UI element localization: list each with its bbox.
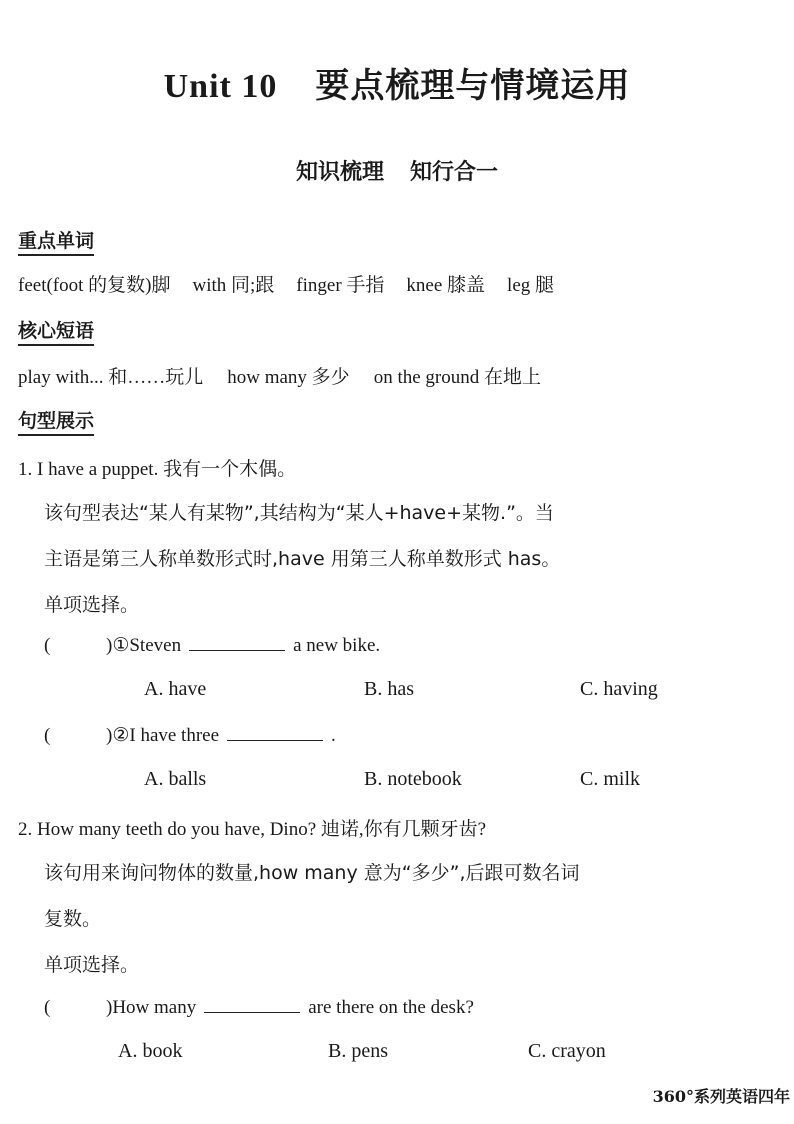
vocab-item: leg 腿 <box>507 275 555 296</box>
s2-task: 单项选择。 <box>44 954 140 976</box>
vocab-heading: 重点单词 <box>18 226 94 256</box>
subtitle <box>0 155 794 186</box>
subtitle-left: 知识梳理 <box>295 160 384 185</box>
answer-paren[interactable]: ( <box>44 725 51 746</box>
s2-explanation-1: 该句用来询问物体的数量,how many 意为“多少”,后跟可数名词 <box>44 862 580 884</box>
page-title <box>0 58 794 107</box>
s1-explanation-2: 主语是第三人称单数形式时,have 用第三人称单数形式 has。 <box>44 548 561 570</box>
answer-blank[interactable] <box>227 724 323 741</box>
q3-option-c[interactable]: C. crayon <box>528 1040 606 1062</box>
vocab-item: finger 手指 <box>296 275 385 296</box>
answer-blank[interactable] <box>204 996 300 1013</box>
sentences-heading: 句型展示 <box>18 406 94 436</box>
question-3 <box>44 996 474 1019</box>
question-1 <box>44 634 380 657</box>
phrases-line <box>18 362 541 389</box>
q3-option-b[interactable]: B. pens <box>328 1040 388 1062</box>
phrase-item: play with... 和……玩儿 <box>18 367 204 388</box>
sentence-1: 1. I have a puppet. 我有一个木偶。 <box>18 459 297 480</box>
sentence-2: 2. How many teeth do you have, Dino? 迪诺,你有几颗牙齿? <box>18 819 487 840</box>
q3-option-a[interactable]: A. book <box>118 1040 183 1062</box>
question-tail: a new bike. <box>293 635 381 656</box>
vocab-item: feet(foot 的复数)脚 <box>18 275 171 296</box>
q1-option-b[interactable]: B. has <box>364 678 414 700</box>
question-tail: are there on the desk? <box>308 997 474 1018</box>
s1-explanation-1: 该句型表达“某人有某物”,其结构为“某人+have+某物.”。当 <box>44 502 554 524</box>
phrase-item: how many 多少 <box>227 367 350 388</box>
question-stem: )How many <box>106 997 197 1018</box>
q1-option-c[interactable]: C. having <box>580 678 658 700</box>
question-stem: )①Steven <box>106 635 182 656</box>
answer-paren[interactable]: ( <box>44 635 51 656</box>
s1-task: 单项选择。 <box>44 594 140 616</box>
q2-option-a[interactable]: A. balls <box>144 768 207 790</box>
question-2 <box>44 724 336 747</box>
q2-option-c[interactable]: C. milk <box>580 768 641 790</box>
q2-option-b[interactable]: B. notebook <box>364 768 462 790</box>
vocab-line <box>18 270 554 297</box>
answer-blank[interactable] <box>189 634 285 651</box>
question-tail: . <box>331 725 336 746</box>
answer-paren[interactable]: ( <box>44 997 51 1018</box>
phrase-item: on the ground 在地上 <box>373 367 541 388</box>
s2-explanation-2: 复数。 <box>44 908 102 930</box>
vocab-item: with 同;跟 <box>192 275 275 296</box>
title-text: 要点梳理与情境运用 <box>315 66 631 106</box>
subtitle-right: 知行合一 <box>410 160 499 185</box>
vocab-item: knee 膝盖 <box>406 275 486 296</box>
unit-label: Unit 10 <box>163 68 278 105</box>
question-stem: )②I have three <box>106 725 220 746</box>
series-footer: 360°系列英语四年 <box>652 1087 790 1106</box>
phrases-heading: 核心短语 <box>18 316 94 346</box>
q1-option-a[interactable]: A. have <box>144 678 207 700</box>
